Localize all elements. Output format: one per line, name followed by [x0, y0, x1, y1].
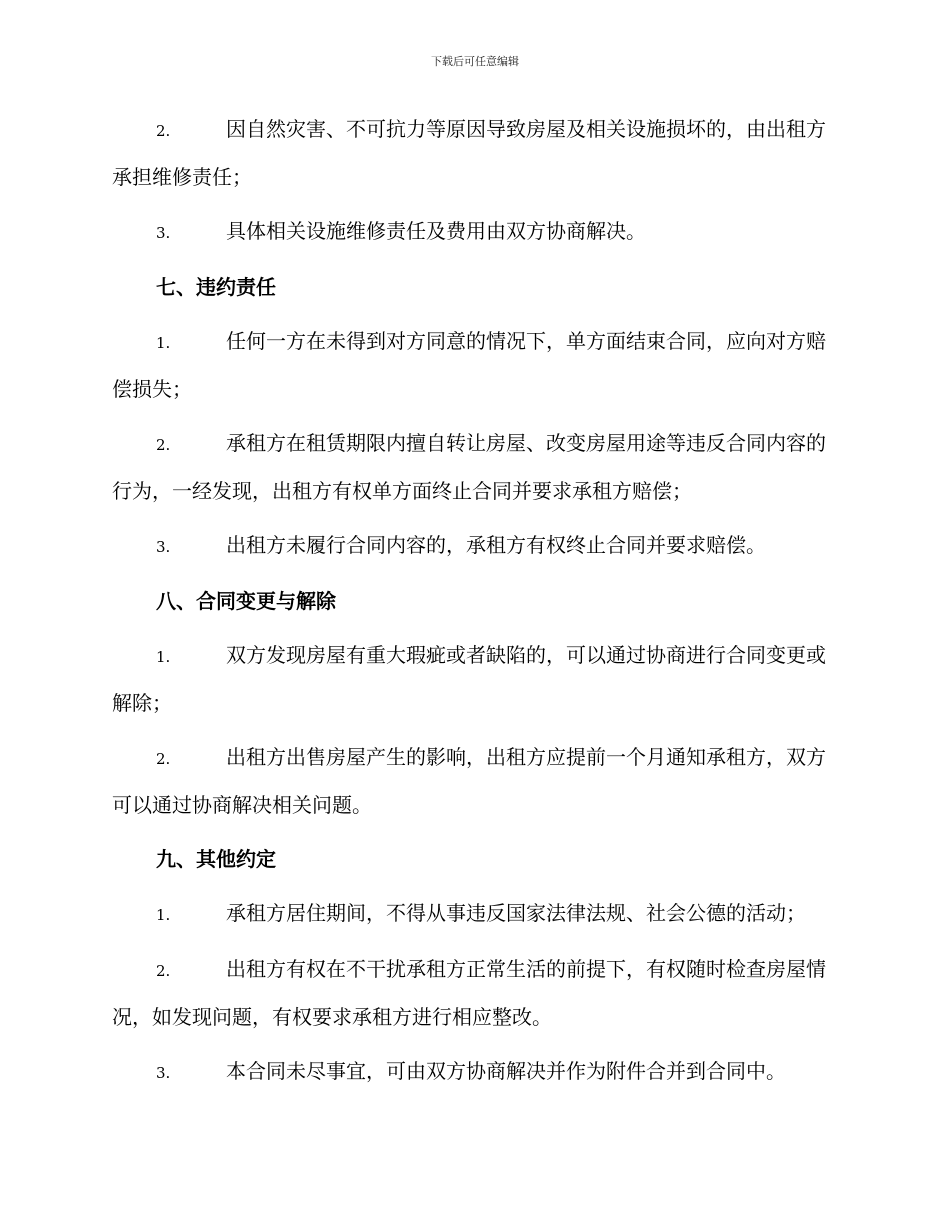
clause-item	[112, 1048, 837, 1096]
clause-item	[112, 890, 837, 938]
clause-number: 2.	[156, 750, 171, 768]
clause-item	[112, 420, 837, 514]
clause-item	[112, 946, 837, 1040]
clause-text: 具体相关设施维修责任及费用由双方协商解决。	[226, 219, 646, 243]
clause-item	[112, 632, 837, 726]
clause-number: 3.	[156, 1064, 171, 1082]
clause-text: 承租方在租赁期限内擅自转让房屋、改变房屋用途等违反合同内容的行为，一经发现，出租方有权单方面终止合同并要求承租方赔偿；	[112, 431, 826, 503]
clause-item	[112, 522, 837, 570]
clause-number: 2.	[156, 962, 171, 980]
clause-text: 因自然灾害、不可抗力等原因导致房屋及相关设施损坏的，由出租方承担维修责任；	[112, 117, 826, 189]
clause-item	[112, 318, 837, 412]
clause-text: 承租方居住期间，不得从事违反国家法律法规、社会公德的活动；	[226, 901, 806, 925]
clause-number: 2.	[156, 122, 171, 140]
clause-number: 3.	[156, 224, 171, 242]
clause-text: 出租方有权在不干扰承租方正常生活的前提下，有权随时检查房屋情况，如发现问题，有权要求承租方进行相应整改。	[112, 957, 826, 1029]
clause-item	[112, 734, 837, 828]
clause-number: 1.	[156, 334, 171, 352]
section-heading: 九、其他约定	[156, 847, 276, 871]
section-heading: 七、违约责任	[156, 275, 276, 299]
page-header: 下载后可任意编辑	[431, 55, 519, 68]
clause-text: 出租方未履行合同内容的，承租方有权终止合同并要求赔偿。	[226, 533, 766, 557]
clause-number: 2.	[156, 436, 171, 454]
clause-text: 本合同未尽事宜，可由双方协商解决并作为附件合并到合同中。	[226, 1059, 786, 1083]
clause-item	[112, 106, 837, 200]
document-body	[112, 106, 837, 1104]
clause-number: 1.	[156, 906, 171, 924]
clause-text: 任何一方在未得到对方同意的情况下，单方面结束合同，应向对方赔偿损失；	[112, 329, 826, 401]
clause-number: 1.	[156, 648, 171, 666]
section-heading: 八、合同变更与解除	[156, 589, 336, 613]
clause-text: 出租方出售房屋产生的影响，出租方应提前一个月通知承租方，双方可以通过协商解决相关问题。	[112, 745, 826, 817]
clause-item	[112, 208, 837, 256]
clause-text: 双方发现房屋有重大瑕疵或者缺陷的，可以通过协商进行合同变更或解除；	[112, 643, 826, 715]
clause-number: 3.	[156, 538, 171, 556]
